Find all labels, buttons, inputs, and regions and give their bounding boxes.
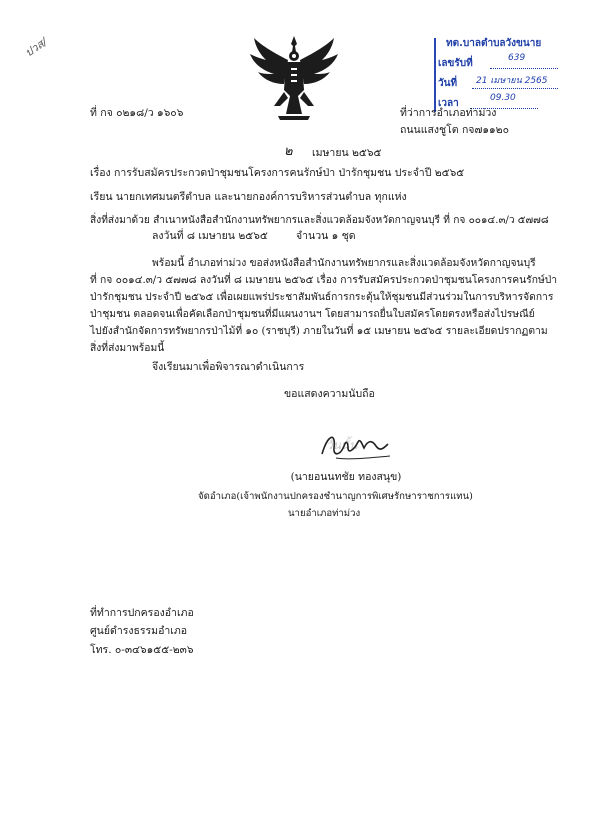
signature xyxy=(318,428,394,462)
date-day: ๒ xyxy=(284,144,293,159)
signature-scrawl-text: วันนั้น xyxy=(326,438,358,452)
office-address-line1: ที่ว่าการอำเภอท่าม่วง xyxy=(400,107,497,119)
regards: ขอแสดงความนับถือ xyxy=(284,388,375,400)
stamp-time-label: เวลา xyxy=(438,98,459,109)
footer-line-1: ที่ทำการปกครองอำเภอ xyxy=(90,607,194,619)
date-month-year: เมษายน ๒๕๖๕ xyxy=(312,147,382,159)
subject-line: เรื่อง การรับสมัครประกวดป่าชุมชนโครงการคนรักษ์ป่า ป่ารักชุมชน ประจำปี ๒๕๖๕ xyxy=(90,167,465,179)
signer-name: (นายอนนทชัย ทองสนุข) xyxy=(290,471,402,483)
enclosure-date: ลงวันที่ ๘ เมษายน ๒๕๖๕ xyxy=(152,230,268,242)
footer-line-3: โทร. ๐-๓๔๖๑๕๕-๒๓๖ xyxy=(90,644,194,656)
signer-position: จัดอำเภอ(เจ้าพนักงานปกครองชำนาญการพิเศษรักษาราชการแทน) xyxy=(198,491,473,502)
footer-line-2: ศูนย์ดำรงธรรมอำเภอ xyxy=(90,625,188,637)
body-line-5: ไปยังสำนักจัดการทรัพยากรป่าไม้ที่ ๑๐ (ราชบุรี) ภายในวันที่ ๑๕ เมษายน ๒๕๖๕ รายละเอียดปรากฏตาม xyxy=(90,325,548,337)
signer-position-2: นายอำเภอท่าม่วง xyxy=(288,508,361,519)
body-line-4: ป่าชุมชน ตลอดจนเพื่อคัดเลือกป่าชุมชนที่มีแผนงานฯ โดยสามารถยื่นใบสมัครโดยตรงหรือส่งไปรษณีย์ xyxy=(90,308,535,320)
doc-number: ที่ กจ ๐๒๑๘/ว ๑๖๐๖ xyxy=(90,107,184,119)
body-line-3: ป่ารักชุมชน ประจำปี ๒๕๖๕ เพื่อเผยแพร่ประชาสัมพันธ์การกระตุ้นให้ชุมชนมีส่วนร่วมในการบริหารจัดการ xyxy=(90,291,554,303)
office-address-line2: ถนนแสงชูโต กจ๗๑๑๒๐ xyxy=(400,124,510,136)
recipient-line: เรียน นายกเทศมนตรีตำบล และนายกองค์การบริหารส่วนตำบล ทุกแห่ง xyxy=(90,191,407,203)
enclosure-quantity: จำนวน ๑ ชุด xyxy=(296,230,356,242)
closing-request: จึงเรียนมาเพื่อพิจารณาดำเนินการ xyxy=(152,361,305,373)
stamp-date: 21 เมษายน 2565 xyxy=(476,76,548,86)
body-line-2: ที่ กจ ๐๐๑๔.๓/ว ๕๗๗๘ ลงวันที่ ๘ เมษายน ๒๕๖๕ เรื่อง การรับสมัครประกวดป่าชุมชนโครงการคนรักษ์ป่า xyxy=(90,274,558,286)
body-line-6: สิ่งที่ส่งมาพร้อมนี้ xyxy=(90,342,165,354)
body-line-1: พร้อมนี้ อำเภอท่าม่วง ขอส่งหนังสือสำนักงานทรัพยากรและสิ่งแวดล้อมจังหวัดกาญจนบุรี xyxy=(152,257,536,269)
garuda-emblem xyxy=(248,34,340,120)
receiving-stamp xyxy=(426,36,564,114)
margin-note: ปวส/ xyxy=(22,35,50,60)
stamp-time: 09.30 xyxy=(490,93,516,103)
stamp-receive-no: 639 xyxy=(508,53,526,63)
enclosure-line1: สิ่งที่ส่งมาด้วย สำเนาหนังสือสำนักงานทรัพยากรและสิ่งแวดล้อมจังหวัดกาญจนบุรี ที่ กจ ๐๐๑๔.๓/ว ๕๗๗๘ xyxy=(90,215,549,226)
stamp-date-label: วันที่ xyxy=(438,78,458,89)
stamp-receive-no-label: เลขรับที่ xyxy=(438,58,473,69)
stamp-org: ทต.บาลตำบลวังขนาย xyxy=(446,38,542,49)
